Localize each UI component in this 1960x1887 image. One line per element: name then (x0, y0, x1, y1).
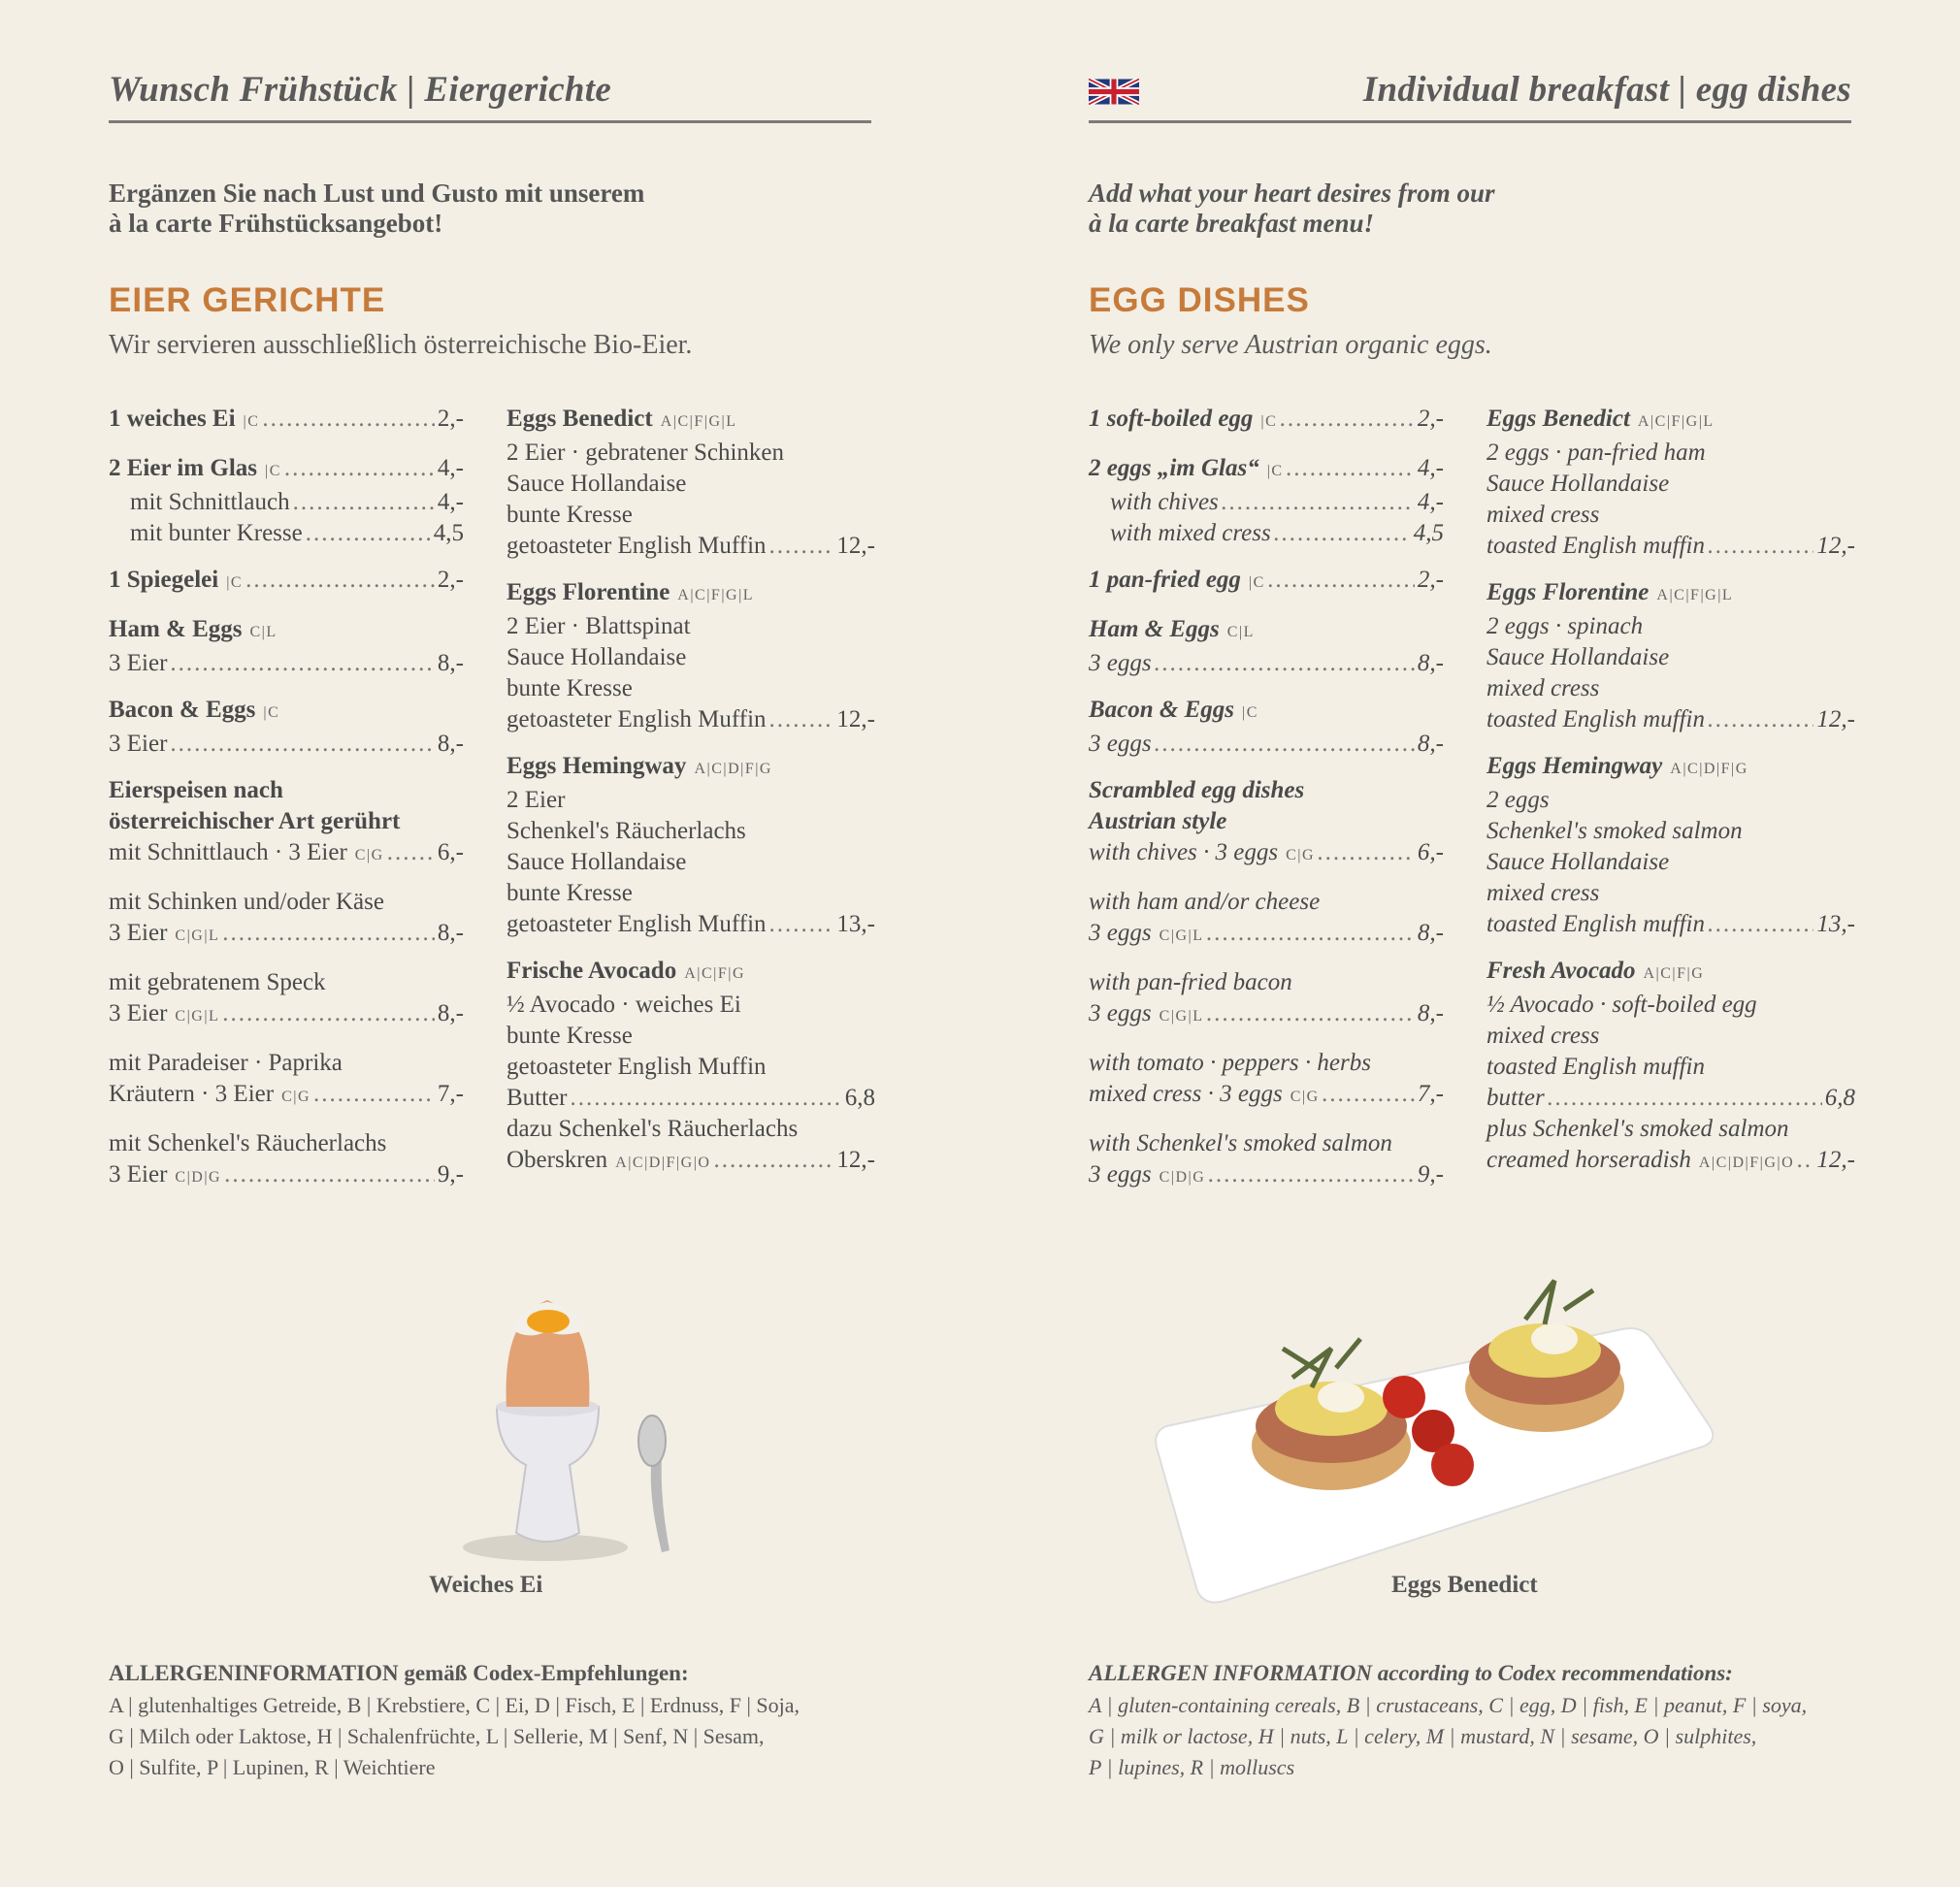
menu-item-hemingway: Eggs Hemingway A|C|D|F|G 2 Eier Schenkel's Räucherlachs Sauce Hollandaise bunte Kresse getoasteter English Muffin ..... 13,- (506, 751, 875, 940)
menu-item-benedict: Eggs Benedict A|C|F|G|L 2 eggs · pan-fried ham Sauce Hollandaise mixed cress toasted English muffin ..... 12,- (1486, 404, 1855, 562)
menu-item-scrambled: Eierspeisen nach österreichischer Art gerührt mit Schnittlauch · 3 Eier C|G ..... 6,- (109, 775, 464, 871)
intro-text: Ergänzen Sie nach Lust und Gusto mit unserem à la carte Frühstücksangebot! (109, 179, 645, 238)
menu-column-left (109, 404, 464, 1209)
photo-caption: Eggs Benedict (1391, 1572, 1538, 1598)
menu-item-florentine: Eggs Florentine A|C|F|G|L 2 Eier · Blattspinat Sauce Hollandaise bunte Kresse getoasteter English Muffin ..... 12,- (506, 577, 875, 735)
menu-item-bacon-eggs: Bacon & Eggs |C 3 eggs ..... 8,- (1089, 695, 1444, 760)
menu-item-scrambled-tomato: mit Paradeiser · Paprika Kräutern · 3 Eier C|G ..... 7,- (109, 1048, 464, 1113)
eggs-benedict-photo (1137, 1232, 1797, 1620)
section-subtitle: Wir servieren ausschließlich österreichische Bio-Eier. (109, 330, 693, 360)
menu-item-eggs-glass: 2 Eier im Glas |C ..... 4,- mit Schnittlauch ..... 4,- mit bunter Kresse ..... 4,5 (109, 453, 464, 549)
menu-item-bacon-eggs: Bacon & Eggs |C 3 Eier ..... 8,- (109, 695, 464, 760)
menu-item-hemingway: Eggs Hemingway A|C|D|F|G 2 eggs Schenkel's smoked salmon Sauce Hollandaise mixed cress toasted English muffin ..... 13,- (1486, 751, 1855, 940)
page-title: Individual breakfast | egg dishes (1362, 70, 1851, 110)
section-title: EGG DISHES (1089, 281, 1310, 319)
menu-item-fried-egg: 1 pan-fried egg |C ..... 2,- (1089, 565, 1444, 599)
allergen-info: ALLERGENINFORMATION gemäß Codex-Empfehlungen: A | glutenhaltiges Getreide, B | Krebstiere, C | Ei, D | Fisch, E | Erdnuss, F | Soja, G | Milch oder Laktose, H | Schalenfrüchte, L | Sellerie, M | Senf, N | Sesam, O | Sulfite, P | Lupinen, R | Weichtiere (109, 1661, 800, 1779)
photo-caption: Weiches Ei (429, 1572, 543, 1598)
menu-item-soft-egg: 1 soft-boiled egg |C ..... 2,- (1089, 404, 1444, 438)
intro-text: Add what your heart desires from our à la carte breakfast menu! (1089, 179, 1495, 238)
section-title: EIER GERICHTE (109, 281, 386, 319)
menu-item-florentine: Eggs Florentine A|C|F|G|L 2 eggs · spinach Sauce Hollandaise mixed cress toasted English muffin ..... 12,- (1486, 577, 1855, 735)
menu-item-scrambled-ham: mit Schinken und/oder Käse 3 Eier C|G|L ..... 8,- (109, 887, 464, 952)
menu-item-scrambled-salmon: mit Schenkel's Räucherlachs 3 Eier C|D|G ..... 9,- (109, 1128, 464, 1193)
option-cress: with mixed cress ..... 4,5 (1089, 518, 1444, 549)
menu-item-scrambled-bacon: with pan-fried bacon 3 eggs C|G|L ..... 8,- (1089, 967, 1444, 1032)
section-subtitle: We only serve Austrian organic eggs. (1089, 330, 1492, 360)
menu-item-scrambled-bacon: mit gebratenem Speck 3 Eier C|G|L ..... 8,- (109, 967, 464, 1032)
option-chives: with chives ..... 4,- (1089, 487, 1444, 518)
uk-flag-icon (1089, 79, 1139, 105)
menu-item-ham-eggs: Ham & Eggs C|L 3 eggs ..... 8,- (1089, 614, 1444, 679)
option-chives: mit Schnittlauch ..... 4,- (109, 487, 464, 518)
allergen-info: ALLERGEN INFORMATION according to Codex recommendations: A | gluten-containing cereals, B | crustaceans, C | egg, D | fish, E | peanut, F | soya, G | milk or lactose, H | nuts, L | celery, M | mustard, N | sesame, O | sulphites, P | lupines, R | molluscs (1089, 1661, 1808, 1779)
page-header (109, 64, 871, 123)
menu-column-right (1486, 404, 1855, 1194)
menu-item-scrambled-salmon: with Schenkel's smoked salmon 3 eggs C|D|G ..... 9,- (1089, 1128, 1444, 1193)
menu-item-ham-eggs: Ham & Eggs C|L 3 Eier ..... 8,- (109, 614, 464, 679)
menu-column-right (506, 404, 875, 1194)
menu-item-scrambled-ham: with ham and/or cheese 3 eggs C|G|L ..... 8,- (1089, 887, 1444, 952)
menu-item-scrambled-tomato: with tomato · peppers · herbs mixed cress · 3 eggs C|G ..... 7,- (1089, 1048, 1444, 1113)
menu-item-soft-egg: 1 weiches Ei |C ..... 2,- (109, 404, 464, 438)
menu-item-avocado: Fresh Avocado A|C|F|G ½ Avocado · soft-boiled egg mixed cress toasted English muffin butter ..... 6,8 plus Schenkel's smoked salmon creamed horseradish A|C|D|F|G|O ..... 12,- (1486, 956, 1855, 1179)
option-cress: mit bunter Kresse ..... 4,5 (109, 518, 464, 549)
menu-item-fried-egg: 1 Spiegelei |C ..... 2,- (109, 565, 464, 599)
menu-item-benedict: Eggs Benedict A|C|F|G|L 2 Eier · gebratener Schinken Sauce Hollandaise bunte Kresse getoasteter English Muffin ..... 12,- (506, 404, 875, 562)
soft-boiled-egg-photo (419, 1261, 739, 1581)
menu-item-scrambled: Scrambled egg dishes Austrian style with chives · 3 eggs C|G ..... 6,- (1089, 775, 1444, 871)
page-header (1089, 64, 1851, 123)
menu-column-left (1089, 404, 1444, 1209)
menu-item-avocado: Frische Avocado A|C|F|G ½ Avocado · weiches Ei bunte Kresse getoasteter English Muffin Butter ..... 6,8 dazu Schenkel's Räucherlachs Oberskren A|C|D|F|G|O ..... 12,- (506, 956, 875, 1179)
page-title: Wunsch Frühstück | Eiergerichte (109, 70, 612, 110)
menu-item-eggs-glass: 2 eggs „im Glas“ |C ..... 4,- with chives ..... 4,- with mixed cress ..... 4,5 (1089, 453, 1444, 549)
